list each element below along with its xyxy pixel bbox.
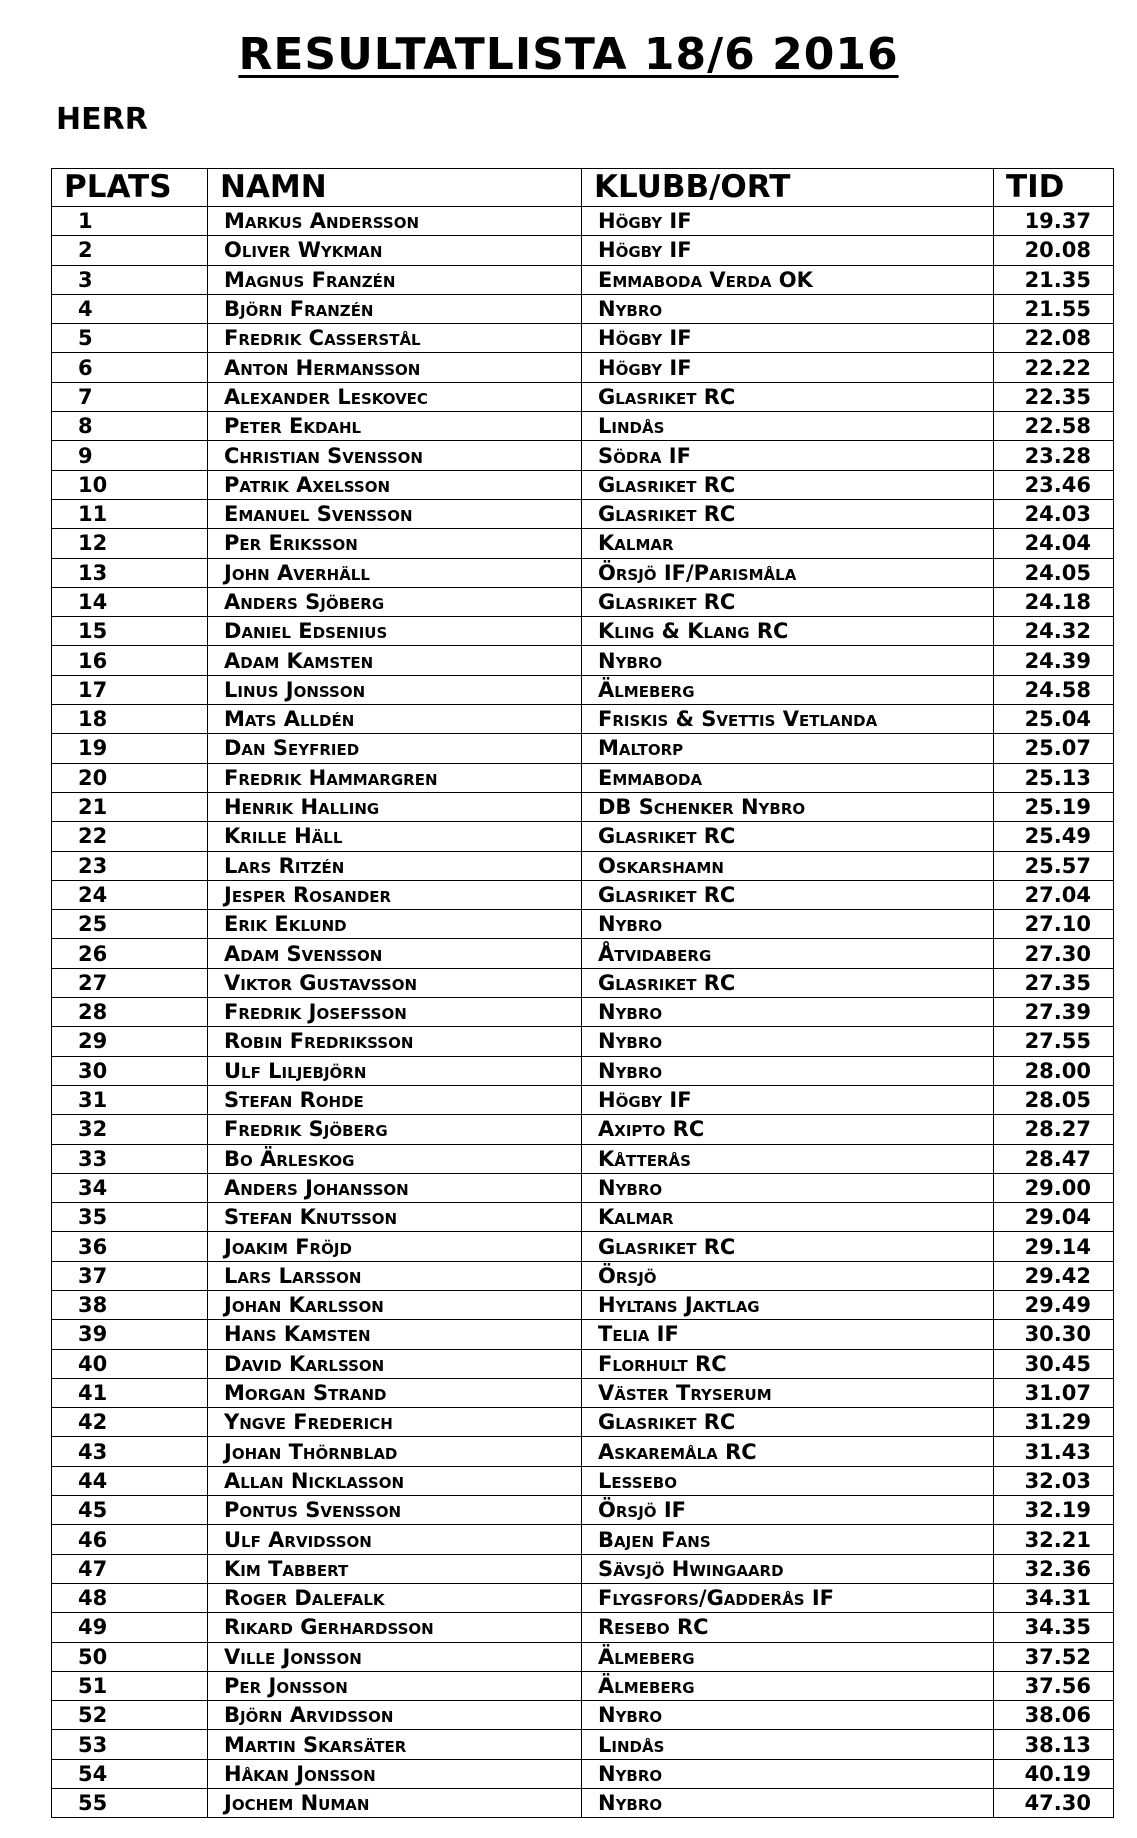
cell-klubb: Lessebo bbox=[582, 1466, 994, 1495]
cell-tid: 19.37 bbox=[994, 207, 1114, 236]
cell-plats: 48 bbox=[52, 1583, 208, 1612]
cell-plats: 9 bbox=[52, 441, 208, 470]
cell-namn: Rikard Gerhardsson bbox=[208, 1613, 582, 1642]
cell-tid: 22.08 bbox=[994, 324, 1114, 353]
cell-plats: 37 bbox=[52, 1261, 208, 1290]
cell-plats: 16 bbox=[52, 646, 208, 675]
cell-tid: 38.13 bbox=[994, 1730, 1114, 1759]
cell-klubb: DB Schenker Nybro bbox=[582, 792, 994, 821]
table-row bbox=[52, 1027, 1114, 1056]
cell-plats: 29 bbox=[52, 1027, 208, 1056]
cell-tid: 40.19 bbox=[994, 1759, 1114, 1788]
cell-namn: Viktor Gustavsson bbox=[208, 968, 582, 997]
cell-klubb: Askaremåla RC bbox=[582, 1437, 994, 1466]
cell-tid: 24.05 bbox=[994, 558, 1114, 587]
cell-plats: 46 bbox=[52, 1525, 208, 1554]
table-row bbox=[52, 763, 1114, 792]
table-row bbox=[52, 646, 1114, 675]
cell-namn: Jesper Rosander bbox=[208, 880, 582, 909]
cell-klubb: Friskis & Svettis Vetlanda bbox=[582, 705, 994, 734]
cell-tid: 37.52 bbox=[994, 1642, 1114, 1671]
cell-namn: Krille Häll bbox=[208, 822, 582, 851]
cell-klubb: Kalmar bbox=[582, 529, 994, 558]
cell-tid: 23.46 bbox=[994, 470, 1114, 499]
cell-klubb: Maltorp bbox=[582, 734, 994, 763]
table-row bbox=[52, 705, 1114, 734]
cell-tid: 21.55 bbox=[994, 294, 1114, 323]
column-header-tid: TID bbox=[994, 169, 1114, 207]
cell-klubb: Älmeberg bbox=[582, 1642, 994, 1671]
cell-klubb: Nybro bbox=[582, 1701, 994, 1730]
cell-tid: 38.06 bbox=[994, 1701, 1114, 1730]
cell-plats: 2 bbox=[52, 236, 208, 265]
cell-klubb: Väster Tryserum bbox=[582, 1378, 994, 1407]
cell-namn: Fredrik Hammargren bbox=[208, 763, 582, 792]
cell-klubb: Telia IF bbox=[582, 1320, 994, 1349]
results-body bbox=[52, 207, 1114, 1818]
cell-klubb: Glasriket RC bbox=[582, 968, 994, 997]
table-row bbox=[52, 1789, 1114, 1818]
cell-tid: 47.30 bbox=[994, 1789, 1114, 1818]
cell-plats: 32 bbox=[52, 1115, 208, 1144]
cell-plats: 3 bbox=[52, 265, 208, 294]
cell-klubb: Flygsfors/Gadderås IF bbox=[582, 1583, 994, 1612]
cell-tid: 37.56 bbox=[994, 1671, 1114, 1700]
cell-tid: 34.31 bbox=[994, 1583, 1114, 1612]
cell-klubb: Glasriket RC bbox=[582, 822, 994, 851]
cell-klubb: Älmeberg bbox=[582, 675, 994, 704]
cell-namn: Oliver Wykman bbox=[208, 236, 582, 265]
table-row bbox=[52, 968, 1114, 997]
cell-plats: 40 bbox=[52, 1349, 208, 1378]
cell-namn: Stefan Knutsson bbox=[208, 1203, 582, 1232]
cell-namn: Lars Larsson bbox=[208, 1261, 582, 1290]
cell-klubb: Glasriket RC bbox=[582, 880, 994, 909]
cell-plats: 30 bbox=[52, 1056, 208, 1085]
cell-klubb: Nybro bbox=[582, 1027, 994, 1056]
table-row bbox=[52, 1173, 1114, 1202]
cell-plats: 53 bbox=[52, 1730, 208, 1759]
table-row bbox=[52, 1613, 1114, 1642]
column-header-klubb: KLUBB/ORT bbox=[582, 169, 994, 207]
cell-klubb: Glasriket RC bbox=[582, 1408, 994, 1437]
table-row bbox=[52, 1408, 1114, 1437]
cell-namn: Peter Ekdahl bbox=[208, 412, 582, 441]
table-row bbox=[52, 1203, 1114, 1232]
cell-klubb: Lindås bbox=[582, 412, 994, 441]
table-row bbox=[52, 1144, 1114, 1173]
table-row bbox=[52, 1261, 1114, 1290]
table-row bbox=[52, 207, 1114, 236]
cell-namn: Christian Svensson bbox=[208, 441, 582, 470]
cell-tid: 22.22 bbox=[994, 353, 1114, 382]
cell-plats: 47 bbox=[52, 1554, 208, 1583]
table-row bbox=[52, 1437, 1114, 1466]
cell-klubb: Nybro bbox=[582, 1173, 994, 1202]
cell-tid: 32.36 bbox=[994, 1554, 1114, 1583]
cell-klubb: Sävsjö Hwingaard bbox=[582, 1554, 994, 1583]
cell-plats: 18 bbox=[52, 705, 208, 734]
cell-namn: Anders Sjöberg bbox=[208, 587, 582, 616]
cell-namn: Lars Ritzén bbox=[208, 851, 582, 880]
cell-namn: Hans Kamsten bbox=[208, 1320, 582, 1349]
cell-plats: 8 bbox=[52, 412, 208, 441]
table-row bbox=[52, 851, 1114, 880]
cell-klubb: Bajen Fans bbox=[582, 1525, 994, 1554]
cell-namn: Per Eriksson bbox=[208, 529, 582, 558]
cell-namn: Johan Thörnblad bbox=[208, 1437, 582, 1466]
cell-klubb: Axipto RC bbox=[582, 1115, 994, 1144]
table-row bbox=[52, 470, 1114, 499]
cell-namn: Emanuel Svensson bbox=[208, 499, 582, 528]
cell-tid: 27.10 bbox=[994, 910, 1114, 939]
table-row bbox=[52, 1056, 1114, 1085]
table-row bbox=[52, 558, 1114, 587]
cell-namn: Allan Nicklasson bbox=[208, 1466, 582, 1495]
cell-tid: 31.07 bbox=[994, 1378, 1114, 1407]
cell-klubb: Örsjö bbox=[582, 1261, 994, 1290]
cell-namn: Håkan Jonsson bbox=[208, 1759, 582, 1788]
table-row bbox=[52, 1349, 1114, 1378]
cell-namn: Alexander Leskovec bbox=[208, 382, 582, 411]
cell-plats: 7 bbox=[52, 382, 208, 411]
cell-tid: 31.43 bbox=[994, 1437, 1114, 1466]
cell-klubb: Kåtterås bbox=[582, 1144, 994, 1173]
table-row bbox=[52, 1642, 1114, 1671]
cell-namn: Mats Alldén bbox=[208, 705, 582, 734]
cell-klubb: Nybro bbox=[582, 1789, 994, 1818]
cell-plats: 54 bbox=[52, 1759, 208, 1788]
cell-namn: Bo Ärleskog bbox=[208, 1144, 582, 1173]
cell-klubb: Södra IF bbox=[582, 441, 994, 470]
cell-klubb: Emmaboda Verda OK bbox=[582, 265, 994, 294]
cell-plats: 20 bbox=[52, 763, 208, 792]
table-row bbox=[52, 1320, 1114, 1349]
cell-klubb: Högby IF bbox=[582, 1085, 994, 1114]
cell-tid: 22.35 bbox=[994, 382, 1114, 411]
cell-klubb: Nybro bbox=[582, 1056, 994, 1085]
table-row bbox=[52, 1115, 1114, 1144]
cell-plats: 14 bbox=[52, 587, 208, 616]
table-row bbox=[52, 1730, 1114, 1759]
cell-klubb: Glasriket RC bbox=[582, 1232, 994, 1261]
cell-tid: 24.18 bbox=[994, 587, 1114, 616]
table-row bbox=[52, 236, 1114, 265]
cell-plats: 22 bbox=[52, 822, 208, 851]
cell-tid: 28.00 bbox=[994, 1056, 1114, 1085]
cell-klubb: Hyltans Jaktlag bbox=[582, 1290, 994, 1319]
cell-plats: 6 bbox=[52, 353, 208, 382]
cell-klubb: Kalmar bbox=[582, 1203, 994, 1232]
page-title bbox=[0, 22, 1137, 88]
cell-plats: 43 bbox=[52, 1437, 208, 1466]
cell-namn: Joakim Fröjd bbox=[208, 1232, 582, 1261]
cell-namn: Markus Andersson bbox=[208, 207, 582, 236]
cell-plats: 26 bbox=[52, 939, 208, 968]
cell-plats: 5 bbox=[52, 324, 208, 353]
cell-tid: 24.03 bbox=[994, 499, 1114, 528]
cell-namn: Robin Fredriksson bbox=[208, 1027, 582, 1056]
cell-tid: 28.47 bbox=[994, 1144, 1114, 1173]
cell-tid: 27.39 bbox=[994, 998, 1114, 1027]
table-row bbox=[52, 499, 1114, 528]
cell-tid: 27.30 bbox=[994, 939, 1114, 968]
cell-plats: 12 bbox=[52, 529, 208, 558]
table-row bbox=[52, 1496, 1114, 1525]
cell-plats: 51 bbox=[52, 1671, 208, 1700]
cell-plats: 34 bbox=[52, 1173, 208, 1202]
table-row bbox=[52, 265, 1114, 294]
cell-tid: 29.42 bbox=[994, 1261, 1114, 1290]
cell-plats: 52 bbox=[52, 1701, 208, 1730]
cell-plats: 1 bbox=[52, 207, 208, 236]
cell-plats: 55 bbox=[52, 1789, 208, 1818]
cell-klubb: Glasriket RC bbox=[582, 587, 994, 616]
cell-klubb: Oskarshamn bbox=[582, 851, 994, 880]
cell-plats: 38 bbox=[52, 1290, 208, 1319]
cell-tid: 22.58 bbox=[994, 412, 1114, 441]
cell-plats: 41 bbox=[52, 1378, 208, 1407]
cell-klubb: Glasriket RC bbox=[582, 499, 994, 528]
cell-tid: 27.04 bbox=[994, 880, 1114, 909]
cell-tid: 21.35 bbox=[994, 265, 1114, 294]
cell-tid: 29.14 bbox=[994, 1232, 1114, 1261]
table-row bbox=[52, 617, 1114, 646]
cell-namn: Anton Hermansson bbox=[208, 353, 582, 382]
cell-namn: Daniel Edsenius bbox=[208, 617, 582, 646]
cell-plats: 42 bbox=[52, 1408, 208, 1437]
cell-tid: 23.28 bbox=[994, 441, 1114, 470]
cell-namn: Jochem Numan bbox=[208, 1789, 582, 1818]
cell-plats: 39 bbox=[52, 1320, 208, 1349]
cell-tid: 24.39 bbox=[994, 646, 1114, 675]
cell-klubb: Emmaboda bbox=[582, 763, 994, 792]
table-row bbox=[52, 675, 1114, 704]
cell-plats: 4 bbox=[52, 294, 208, 323]
cell-klubb: Högby IF bbox=[582, 353, 994, 382]
cell-tid: 24.32 bbox=[994, 617, 1114, 646]
cell-plats: 36 bbox=[52, 1232, 208, 1261]
cell-namn: Fredrik Josefsson bbox=[208, 998, 582, 1027]
table-row bbox=[52, 1525, 1114, 1554]
cell-tid: 27.55 bbox=[994, 1027, 1114, 1056]
table-row bbox=[52, 587, 1114, 616]
table-row bbox=[52, 1701, 1114, 1730]
cell-namn: Fredrik Casserstål bbox=[208, 324, 582, 353]
table-row bbox=[52, 1554, 1114, 1583]
cell-namn: Roger Dalefalk bbox=[208, 1583, 582, 1612]
cell-klubb: Högby IF bbox=[582, 236, 994, 265]
table-row bbox=[52, 1466, 1114, 1495]
cell-plats: 24 bbox=[52, 880, 208, 909]
cell-namn: Kim Tabbert bbox=[208, 1554, 582, 1583]
cell-tid: 24.58 bbox=[994, 675, 1114, 704]
cell-plats: 11 bbox=[52, 499, 208, 528]
cell-tid: 25.07 bbox=[994, 734, 1114, 763]
header-row bbox=[52, 169, 1114, 207]
cell-klubb: Glasriket RC bbox=[582, 382, 994, 411]
table-row bbox=[52, 1290, 1114, 1319]
table-row bbox=[52, 441, 1114, 470]
cell-tid: 24.04 bbox=[994, 529, 1114, 558]
cell-tid: 30.45 bbox=[994, 1349, 1114, 1378]
cell-namn: Ulf Arvidsson bbox=[208, 1525, 582, 1554]
cell-namn: John Averhäll bbox=[208, 558, 582, 587]
cell-namn: Martin Skarsäter bbox=[208, 1730, 582, 1759]
cell-tid: 30.30 bbox=[994, 1320, 1114, 1349]
cell-plats: 25 bbox=[52, 910, 208, 939]
cell-plats: 49 bbox=[52, 1613, 208, 1642]
cell-plats: 15 bbox=[52, 617, 208, 646]
cell-plats: 17 bbox=[52, 675, 208, 704]
column-header-namn: NAMN bbox=[208, 169, 582, 207]
cell-plats: 45 bbox=[52, 1496, 208, 1525]
page-title-text: RESULTATLISTA 18/6 2016 bbox=[238, 29, 899, 80]
table-row bbox=[52, 734, 1114, 763]
table-row bbox=[52, 1583, 1114, 1612]
table-row bbox=[52, 412, 1114, 441]
cell-klubb: Högby IF bbox=[582, 324, 994, 353]
section-heading: HERR bbox=[56, 102, 148, 137]
table-row bbox=[52, 529, 1114, 558]
table-row bbox=[52, 353, 1114, 382]
cell-plats: 35 bbox=[52, 1203, 208, 1232]
cell-namn: Pontus Svensson bbox=[208, 1496, 582, 1525]
cell-namn: Ulf Liljebjörn bbox=[208, 1056, 582, 1085]
cell-klubb: Lindås bbox=[582, 1730, 994, 1759]
table-row bbox=[52, 998, 1114, 1027]
results-table bbox=[51, 168, 1114, 1818]
column-header-plats: PLATS bbox=[52, 169, 208, 207]
cell-plats: 28 bbox=[52, 998, 208, 1027]
cell-tid: 29.04 bbox=[994, 1203, 1114, 1232]
cell-klubb: Åtvidaberg bbox=[582, 939, 994, 968]
cell-plats: 13 bbox=[52, 558, 208, 587]
table-row bbox=[52, 1759, 1114, 1788]
cell-klubb: Nybro bbox=[582, 294, 994, 323]
cell-plats: 31 bbox=[52, 1085, 208, 1114]
cell-tid: 32.03 bbox=[994, 1466, 1114, 1495]
cell-namn: Dan Seyfried bbox=[208, 734, 582, 763]
table-row bbox=[52, 939, 1114, 968]
table-row bbox=[52, 294, 1114, 323]
cell-klubb: Nybro bbox=[582, 646, 994, 675]
cell-namn: Yngve Frederich bbox=[208, 1408, 582, 1437]
cell-namn: Fredrik Sjöberg bbox=[208, 1115, 582, 1144]
cell-klubb: Nybro bbox=[582, 910, 994, 939]
cell-tid: 20.08 bbox=[994, 236, 1114, 265]
table-row bbox=[52, 880, 1114, 909]
cell-namn: David Karlsson bbox=[208, 1349, 582, 1378]
cell-klubb: Högby IF bbox=[582, 207, 994, 236]
cell-namn: Björn Franzén bbox=[208, 294, 582, 323]
cell-plats: 23 bbox=[52, 851, 208, 880]
cell-tid: 28.27 bbox=[994, 1115, 1114, 1144]
cell-plats: 44 bbox=[52, 1466, 208, 1495]
cell-tid: 31.29 bbox=[994, 1408, 1114, 1437]
cell-klubb: Kling & Klang RC bbox=[582, 617, 994, 646]
cell-klubb: Älmeberg bbox=[582, 1671, 994, 1700]
cell-klubb: Nybro bbox=[582, 1759, 994, 1788]
cell-tid: 32.21 bbox=[994, 1525, 1114, 1554]
cell-klubb: Nybro bbox=[582, 998, 994, 1027]
table-row bbox=[52, 1671, 1114, 1700]
cell-klubb: Örsjö IF/Parismåla bbox=[582, 558, 994, 587]
cell-namn: Per Jonsson bbox=[208, 1671, 582, 1700]
cell-tid: 34.35 bbox=[994, 1613, 1114, 1642]
cell-namn: Linus Jonsson bbox=[208, 675, 582, 704]
cell-klubb: Florhult RC bbox=[582, 1349, 994, 1378]
cell-tid: 29.00 bbox=[994, 1173, 1114, 1202]
cell-klubb: Glasriket RC bbox=[582, 470, 994, 499]
cell-tid: 28.05 bbox=[994, 1085, 1114, 1114]
table-row bbox=[52, 324, 1114, 353]
cell-namn: Patrik Axelsson bbox=[208, 470, 582, 499]
cell-plats: 21 bbox=[52, 792, 208, 821]
table-row bbox=[52, 792, 1114, 821]
table-row bbox=[52, 822, 1114, 851]
cell-namn: Erik Eklund bbox=[208, 910, 582, 939]
table-row bbox=[52, 1085, 1114, 1114]
cell-klubb: Resebo RC bbox=[582, 1613, 994, 1642]
cell-plats: 33 bbox=[52, 1144, 208, 1173]
cell-tid: 29.49 bbox=[994, 1290, 1114, 1319]
cell-plats: 19 bbox=[52, 734, 208, 763]
cell-tid: 25.19 bbox=[994, 792, 1114, 821]
cell-tid: 25.57 bbox=[994, 851, 1114, 880]
cell-namn: Morgan Strand bbox=[208, 1378, 582, 1407]
cell-namn: Anders Johansson bbox=[208, 1173, 582, 1202]
cell-namn: Magnus Franzén bbox=[208, 265, 582, 294]
table-row bbox=[52, 910, 1114, 939]
cell-namn: Adam Svensson bbox=[208, 939, 582, 968]
cell-klubb: Örsjö IF bbox=[582, 1496, 994, 1525]
cell-tid: 25.04 bbox=[994, 705, 1114, 734]
cell-namn: Stefan Rohde bbox=[208, 1085, 582, 1114]
cell-tid: 27.35 bbox=[994, 968, 1114, 997]
cell-namn: Adam Kamsten bbox=[208, 646, 582, 675]
table-row bbox=[52, 382, 1114, 411]
cell-tid: 25.49 bbox=[994, 822, 1114, 851]
table-row bbox=[52, 1378, 1114, 1407]
cell-plats: 10 bbox=[52, 470, 208, 499]
cell-namn: Björn Arvidsson bbox=[208, 1701, 582, 1730]
cell-namn: Henrik Halling bbox=[208, 792, 582, 821]
cell-tid: 25.13 bbox=[994, 763, 1114, 792]
cell-plats: 50 bbox=[52, 1642, 208, 1671]
cell-tid: 32.19 bbox=[994, 1496, 1114, 1525]
cell-namn: Ville Jonsson bbox=[208, 1642, 582, 1671]
cell-plats: 27 bbox=[52, 968, 208, 997]
table-row bbox=[52, 1232, 1114, 1261]
cell-namn: Johan Karlsson bbox=[208, 1290, 582, 1319]
